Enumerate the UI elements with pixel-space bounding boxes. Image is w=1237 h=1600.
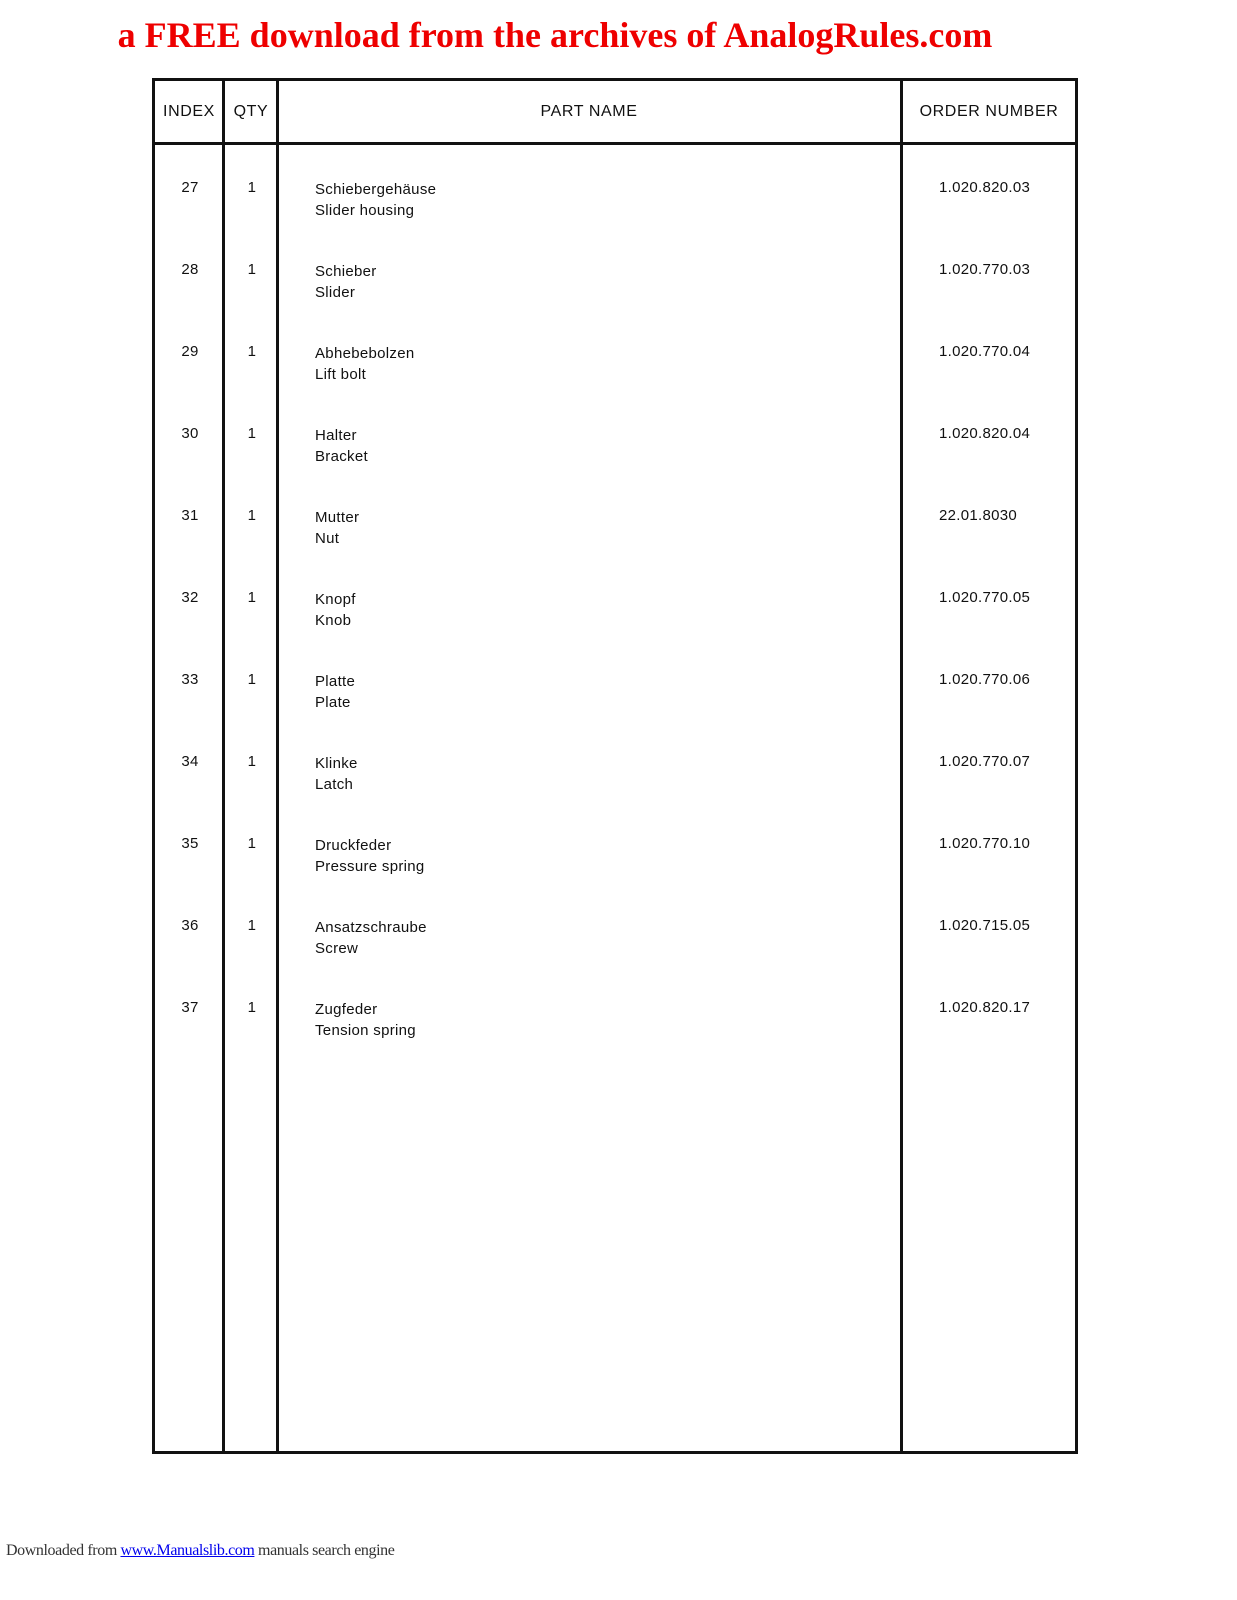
header-qty: QTY (233, 103, 269, 120)
index-cell: 37 (181, 999, 199, 1016)
part-name-cell (315, 917, 427, 959)
qty-cell: 1 (247, 753, 257, 770)
index-cell: 28 (181, 261, 199, 278)
part-name-english: Lift bolt (315, 366, 367, 383)
part-name-cell (315, 343, 415, 385)
qty-cell: 1 (247, 589, 257, 606)
table-row (155, 671, 1075, 731)
part-name-german: Platte (315, 673, 356, 690)
part-name-german: Halter (315, 427, 357, 444)
part-name-english: Bracket (315, 448, 368, 465)
table-row (155, 917, 1075, 977)
qty-cell: 1 (247, 507, 257, 524)
parts-table (152, 78, 1078, 1454)
table-row (155, 753, 1075, 813)
order-number-cell: 1.020.820.17 (939, 999, 1031, 1016)
order-number-cell: 1.020.715.05 (939, 917, 1031, 934)
footer-suffix: manuals search engine (254, 1542, 395, 1559)
part-name-german: Abhebebolzen (315, 345, 415, 362)
table-row (155, 589, 1075, 649)
index-cell: 34 (181, 753, 199, 770)
qty-cell: 1 (247, 835, 257, 852)
order-number-cell: 1.020.820.04 (939, 425, 1031, 442)
index-cell: 32 (181, 589, 199, 606)
qty-cell: 1 (247, 999, 257, 1016)
qty-cell: 1 (247, 425, 257, 442)
table-row (155, 425, 1075, 485)
index-cell: 35 (181, 835, 199, 852)
part-name-cell (315, 425, 368, 467)
part-name-cell (315, 835, 425, 877)
footer (6, 1542, 394, 1560)
index-cell: 33 (181, 671, 199, 688)
index-cell: 29 (181, 343, 199, 360)
order-number-cell: 1.020.770.03 (939, 261, 1031, 278)
download-banner: a FREE download from the archives of AnalogRules.com (117, 15, 993, 55)
part-name-cell (315, 753, 358, 795)
order-number-cell: 1.020.770.05 (939, 589, 1031, 606)
index-cell: 36 (181, 917, 199, 934)
part-name-german: Zugfeder (315, 1001, 378, 1018)
part-name-english: Screw (315, 940, 359, 957)
part-name-cell (315, 999, 416, 1041)
manualslib-link[interactable]: www.Manualslib.com (120, 1542, 255, 1559)
part-name-german: Druckfeder (315, 837, 392, 854)
table-row (155, 507, 1075, 567)
part-name-german: Schiebergehäuse (315, 181, 437, 198)
qty-cell: 1 (247, 671, 257, 688)
part-name-german: Ansatzschraube (315, 919, 427, 936)
order-number-cell: 22.01.8030 (939, 507, 1018, 524)
part-name-german: Klinke (315, 755, 358, 772)
order-number-cell: 1.020.770.10 (939, 835, 1031, 852)
header-divider (155, 142, 1075, 145)
part-name-german: Knopf (315, 591, 356, 608)
part-name-cell (315, 671, 355, 713)
header-part-name: PART NAME (540, 103, 638, 120)
header-index: INDEX (163, 103, 215, 120)
part-name-cell (315, 507, 359, 549)
index-cell: 30 (181, 425, 199, 442)
part-name-german: Schieber (315, 263, 377, 280)
table-row (155, 179, 1075, 239)
table-row (155, 343, 1075, 403)
qty-cell: 1 (247, 917, 257, 934)
qty-cell: 1 (247, 179, 257, 196)
footer-prefix: Downloaded from (6, 1542, 121, 1559)
qty-cell: 1 (247, 343, 257, 360)
part-name-english: Nut (315, 530, 340, 547)
qty-cell: 1 (247, 261, 257, 278)
part-name-cell (315, 589, 356, 631)
part-name-english: Knob (315, 612, 352, 629)
part-name-english: Tension spring (315, 1022, 416, 1039)
order-number-cell: 1.020.770.07 (939, 753, 1031, 770)
header-order-number: ORDER NUMBER (919, 103, 1059, 120)
part-name-english: Latch (315, 776, 354, 793)
table-row (155, 999, 1075, 1059)
part-name-cell (315, 179, 436, 221)
order-number-cell: 1.020.770.06 (939, 671, 1031, 688)
part-name-english: Pressure spring (315, 858, 425, 875)
order-number-cell: 1.020.770.04 (939, 343, 1031, 360)
table-row (155, 261, 1075, 321)
table-row (155, 835, 1075, 895)
part-name-cell (315, 261, 377, 303)
part-name-english: Plate (315, 694, 351, 711)
part-name-english: Slider housing (315, 202, 415, 219)
part-name-english: Slider (315, 284, 356, 301)
part-name-german: Mutter (315, 509, 360, 526)
index-cell: 31 (181, 507, 199, 524)
index-cell: 27 (181, 179, 199, 196)
order-number-cell: 1.020.820.03 (939, 179, 1031, 196)
